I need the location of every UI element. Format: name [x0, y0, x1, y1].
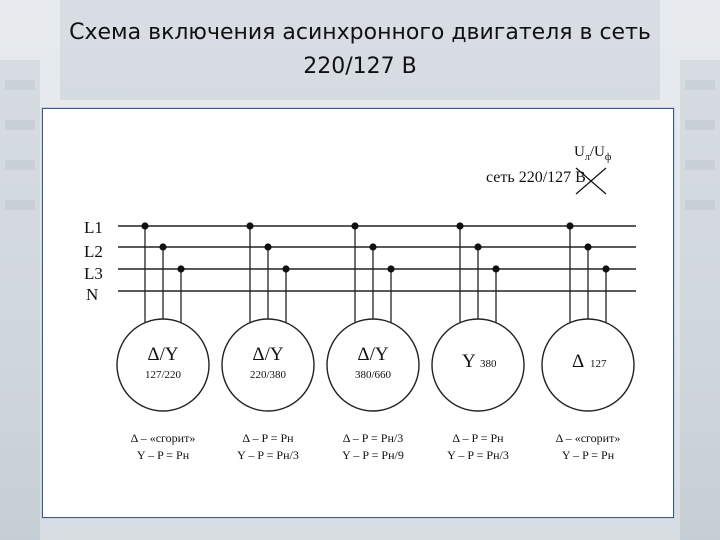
motor-circle: [222, 319, 314, 411]
line-label-l3: L3: [84, 264, 103, 283]
motor-note-delta: Δ – P = Pн: [452, 431, 504, 445]
motor-circle: [542, 319, 634, 411]
connection-dot: [387, 265, 394, 272]
motor-note-delta: Δ – «сгорит»: [130, 431, 196, 445]
network-label: сеть 220/127 В: [486, 169, 586, 186]
motor-layer: [117, 222, 634, 462]
connection-dot: [566, 222, 573, 229]
motor-rating: 220/380: [249, 369, 287, 381]
ratio-slash-u: /U: [589, 144, 605, 160]
motor-symbol: Δ/Y: [252, 344, 284, 365]
motor-circle: [117, 319, 209, 411]
slide-title-line-2: 220/127 В: [303, 54, 417, 79]
connection-dot: [159, 243, 166, 250]
ratio-u-1: U: [574, 144, 585, 160]
motor-symbol: Δ: [572, 351, 585, 372]
connection-dot: [456, 222, 463, 229]
motor-note-star: Y – P = Pн/3: [237, 448, 299, 462]
ratio-sub-1: л: [584, 152, 590, 163]
line-label-l2: L2: [84, 242, 103, 261]
motor-symbol: Δ/Y: [147, 344, 179, 365]
connection-dot: [351, 222, 358, 229]
connection-dot: [177, 265, 184, 272]
motor-note-star: Y – P = Pн/9: [342, 448, 404, 462]
motor-note-star: Y – P = Pн: [136, 448, 190, 462]
connection-dot: [246, 222, 253, 229]
connection-dot: [492, 265, 499, 272]
connection-dot: [264, 243, 271, 250]
motor-note-delta: Δ – P = Pн: [242, 431, 294, 445]
svg-text:Uл/Uф: [574, 144, 612, 163]
connection-dot: [369, 243, 376, 250]
connection-dot: [282, 265, 289, 272]
slide-title-line-1: Схема включения асинхронного двигателя в сеть: [69, 20, 651, 45]
motor-symbol: Δ/Y: [357, 344, 389, 365]
motor-note-delta: Δ – «сгорит»: [555, 431, 621, 445]
motor-circle: [432, 319, 524, 411]
ratio-sub-2: ф: [604, 152, 612, 163]
line-label-n: N: [86, 285, 99, 304]
motor-rating: 380/660: [354, 369, 392, 381]
connection-dot: [474, 243, 481, 250]
motor-symbol: Y: [462, 351, 476, 372]
connection-dot: [602, 265, 609, 272]
motor-note-star: Y – P = Pн/3: [447, 448, 509, 462]
motor-note-delta: Δ – P = Pн/3: [342, 431, 404, 445]
motor-rating: 127/220: [144, 369, 182, 381]
motor-note-star: Y – P = Pн: [561, 448, 615, 462]
connection-dot: [584, 243, 591, 250]
motor-circle: [327, 319, 419, 411]
motor-rating: 380: [480, 358, 497, 370]
motor-rating: 127: [590, 358, 607, 370]
line-label-l1: L1: [84, 218, 103, 237]
connection-dot: [141, 222, 148, 229]
